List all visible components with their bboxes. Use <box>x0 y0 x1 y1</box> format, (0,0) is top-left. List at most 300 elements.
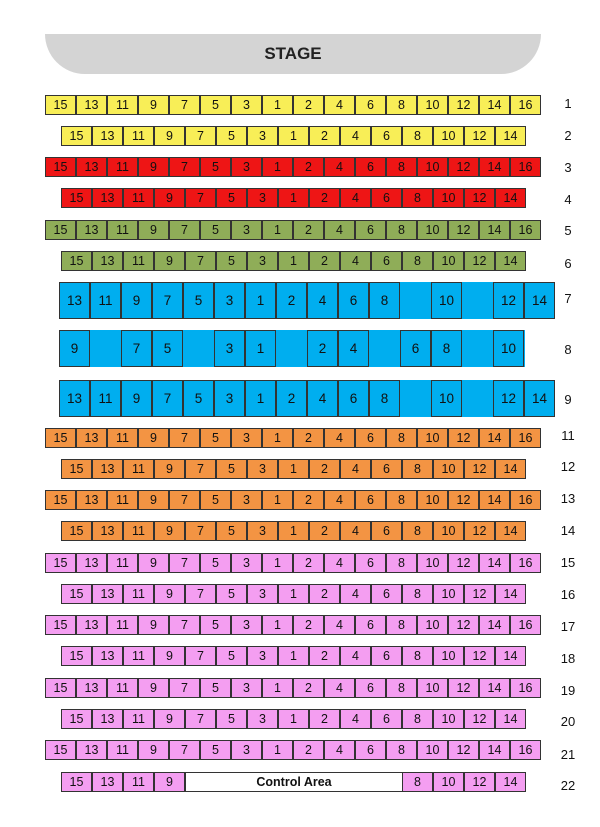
seat[interactable]: 9 <box>138 740 169 760</box>
seat[interactable]: 6 <box>355 490 386 510</box>
seat[interactable]: 8 <box>402 709 433 729</box>
seat[interactable]: 9 <box>154 251 185 271</box>
seat[interactable]: 15 <box>61 459 92 479</box>
seat[interactable]: 1 <box>262 490 293 510</box>
seat[interactable]: 8 <box>386 615 417 635</box>
seat[interactable]: 8 <box>386 95 417 115</box>
seat[interactable]: 2 <box>309 709 340 729</box>
seat[interactable]: 6 <box>371 459 402 479</box>
seat[interactable]: 12 <box>464 251 495 271</box>
seat[interactable]: 10 <box>431 380 462 417</box>
seat[interactable]: 13 <box>92 459 123 479</box>
seat[interactable]: 4 <box>340 126 371 146</box>
seat[interactable]: 8 <box>402 646 433 666</box>
seat[interactable]: 7 <box>169 490 200 510</box>
seat[interactable]: 11 <box>90 282 121 319</box>
seat[interactable]: 13 <box>76 678 107 698</box>
seat[interactable]: 4 <box>324 553 355 573</box>
seat[interactable]: 7 <box>185 459 216 479</box>
seat[interactable]: 2 <box>293 740 324 760</box>
seat[interactable]: 10 <box>417 157 448 177</box>
seat[interactable]: 12 <box>448 553 479 573</box>
seat[interactable]: 14 <box>479 490 510 510</box>
seat[interactable]: 16 <box>510 553 541 573</box>
seat[interactable]: 10 <box>433 709 464 729</box>
seat[interactable]: 8 <box>386 490 417 510</box>
seat[interactable]: 6 <box>355 615 386 635</box>
seat[interactable]: 13 <box>92 709 123 729</box>
seat[interactable]: 9 <box>121 282 152 319</box>
seat[interactable]: 2 <box>293 220 324 240</box>
seat[interactable]: 15 <box>61 646 92 666</box>
seat[interactable]: 2 <box>309 584 340 604</box>
seat[interactable]: 2 <box>276 380 307 417</box>
seat[interactable]: 11 <box>107 553 138 573</box>
seat[interactable]: 10 <box>433 521 464 541</box>
seat[interactable]: 4 <box>340 188 371 208</box>
seat[interactable]: 1 <box>278 521 309 541</box>
seat[interactable]: 15 <box>45 428 76 448</box>
seat[interactable]: 12 <box>448 428 479 448</box>
seat[interactable]: 9 <box>138 95 169 115</box>
seat[interactable]: 14 <box>479 220 510 240</box>
seat[interactable]: 13 <box>92 251 123 271</box>
seat[interactable]: 9 <box>154 126 185 146</box>
seat[interactable]: 2 <box>293 615 324 635</box>
seat[interactable]: 3 <box>247 709 278 729</box>
seat[interactable]: 8 <box>369 282 400 319</box>
seat[interactable]: 9 <box>154 584 185 604</box>
seat[interactable]: 16 <box>510 428 541 448</box>
seat[interactable]: 7 <box>152 282 183 319</box>
seat[interactable]: 12 <box>464 521 495 541</box>
seat[interactable]: 12 <box>448 95 479 115</box>
seat[interactable]: 10 <box>417 553 448 573</box>
seat[interactable]: 3 <box>231 220 262 240</box>
seat[interactable]: 14 <box>524 282 555 319</box>
seat[interactable]: 7 <box>185 521 216 541</box>
seat[interactable]: 6 <box>355 157 386 177</box>
seat[interactable]: 8 <box>402 772 433 792</box>
seat[interactable]: 3 <box>231 157 262 177</box>
seat[interactable]: 3 <box>247 188 278 208</box>
seat[interactable]: 14 <box>495 772 526 792</box>
seat[interactable]: 6 <box>400 330 431 367</box>
seat[interactable]: 1 <box>245 282 276 319</box>
seat[interactable]: 10 <box>433 188 464 208</box>
seat[interactable]: 16 <box>510 740 541 760</box>
seat[interactable]: 1 <box>278 646 309 666</box>
seat[interactable]: 1 <box>262 678 293 698</box>
seat[interactable]: 4 <box>340 646 371 666</box>
seat[interactable]: 11 <box>90 380 121 417</box>
seat[interactable]: 13 <box>92 646 123 666</box>
seat[interactable]: 6 <box>371 126 402 146</box>
seat[interactable]: 4 <box>307 282 338 319</box>
seat[interactable]: 9 <box>138 678 169 698</box>
seat[interactable]: 6 <box>355 95 386 115</box>
seat[interactable]: 5 <box>183 282 214 319</box>
seat[interactable]: 16 <box>510 95 541 115</box>
seat[interactable]: 12 <box>464 646 495 666</box>
seat[interactable]: 9 <box>138 220 169 240</box>
seat[interactable]: 6 <box>355 553 386 573</box>
seat[interactable]: 16 <box>510 615 541 635</box>
seat[interactable]: 10 <box>493 330 524 367</box>
seat[interactable]: 12 <box>448 157 479 177</box>
seat[interactable]: 6 <box>371 584 402 604</box>
seat[interactable]: 13 <box>92 772 123 792</box>
seat[interactable]: 5 <box>216 459 247 479</box>
seat[interactable]: 15 <box>61 126 92 146</box>
seat[interactable]: 8 <box>402 584 433 604</box>
seat[interactable]: 15 <box>45 615 76 635</box>
seat[interactable]: 2 <box>309 521 340 541</box>
seat[interactable]: 10 <box>417 220 448 240</box>
seat[interactable]: 9 <box>138 553 169 573</box>
seat[interactable]: 7 <box>169 95 200 115</box>
seat[interactable]: 14 <box>495 646 526 666</box>
seat[interactable]: 1 <box>262 615 293 635</box>
seat[interactable]: 12 <box>464 772 495 792</box>
seat[interactable]: 1 <box>278 251 309 271</box>
seat[interactable]: 11 <box>107 220 138 240</box>
seat[interactable]: 2 <box>309 459 340 479</box>
seat[interactable]: 4 <box>324 157 355 177</box>
seat[interactable]: 4 <box>324 678 355 698</box>
seat[interactable]: 3 <box>231 740 262 760</box>
seat[interactable]: 3 <box>231 615 262 635</box>
seat[interactable]: 5 <box>152 330 183 367</box>
seat[interactable]: 2 <box>309 126 340 146</box>
seat[interactable]: 2 <box>293 157 324 177</box>
seat[interactable]: 13 <box>92 188 123 208</box>
seat[interactable]: 13 <box>76 553 107 573</box>
seat[interactable]: 1 <box>262 428 293 448</box>
seat[interactable]: 8 <box>431 330 462 367</box>
seat[interactable]: 4 <box>340 459 371 479</box>
seat[interactable]: 7 <box>185 646 216 666</box>
seat[interactable]: 12 <box>464 459 495 479</box>
seat[interactable]: 8 <box>386 157 417 177</box>
seat[interactable]: 2 <box>276 282 307 319</box>
seat[interactable]: 14 <box>479 615 510 635</box>
seat[interactable]: 7 <box>169 678 200 698</box>
seat[interactable]: 12 <box>448 615 479 635</box>
seat[interactable]: 13 <box>76 157 107 177</box>
seat[interactable]: 2 <box>293 553 324 573</box>
seat[interactable]: 3 <box>214 380 245 417</box>
seat[interactable]: 3 <box>214 282 245 319</box>
seat[interactable]: 14 <box>479 740 510 760</box>
seat[interactable]: 11 <box>123 646 154 666</box>
seat[interactable]: 4 <box>324 740 355 760</box>
seat[interactable]: 6 <box>371 709 402 729</box>
seat[interactable]: 12 <box>464 188 495 208</box>
seat[interactable]: 6 <box>371 521 402 541</box>
seat[interactable]: 14 <box>479 157 510 177</box>
seat[interactable]: 8 <box>402 459 433 479</box>
seat[interactable]: 10 <box>433 459 464 479</box>
seat[interactable]: 12 <box>448 220 479 240</box>
seat[interactable]: 5 <box>183 380 214 417</box>
seat[interactable]: 10 <box>417 615 448 635</box>
seat[interactable]: 16 <box>510 157 541 177</box>
seat[interactable]: 14 <box>479 678 510 698</box>
seat[interactable]: 4 <box>340 251 371 271</box>
seat[interactable]: 5 <box>200 678 231 698</box>
seat[interactable]: 12 <box>448 678 479 698</box>
seat[interactable]: 6 <box>355 740 386 760</box>
seat[interactable]: 13 <box>59 380 90 417</box>
seat[interactable]: 5 <box>200 740 231 760</box>
seat[interactable]: 7 <box>169 428 200 448</box>
seat[interactable]: 15 <box>61 521 92 541</box>
seat[interactable]: 8 <box>386 740 417 760</box>
seat[interactable]: 14 <box>479 95 510 115</box>
seat[interactable]: 5 <box>200 553 231 573</box>
seat[interactable]: 7 <box>185 709 216 729</box>
seat[interactable]: 2 <box>309 188 340 208</box>
seat[interactable]: 12 <box>493 282 524 319</box>
seat[interactable]: 2 <box>309 646 340 666</box>
seat[interactable]: 10 <box>417 95 448 115</box>
seat[interactable]: 3 <box>231 678 262 698</box>
seat[interactable]: 14 <box>495 188 526 208</box>
seat[interactable]: 14 <box>495 584 526 604</box>
seat[interactable]: 6 <box>371 188 402 208</box>
seat[interactable]: 13 <box>92 126 123 146</box>
seat[interactable]: 7 <box>152 380 183 417</box>
seat[interactable]: 15 <box>61 584 92 604</box>
seat[interactable]: 1 <box>262 740 293 760</box>
seat[interactable]: 14 <box>479 553 510 573</box>
seat[interactable]: 15 <box>45 740 76 760</box>
seat[interactable]: 6 <box>355 220 386 240</box>
seat[interactable]: 3 <box>247 646 278 666</box>
seat[interactable]: 1 <box>245 380 276 417</box>
seat[interactable]: 5 <box>216 126 247 146</box>
seat[interactable]: 1 <box>278 459 309 479</box>
seat[interactable]: 10 <box>433 126 464 146</box>
seat[interactable]: 4 <box>324 615 355 635</box>
seat[interactable]: 7 <box>169 157 200 177</box>
seat[interactable]: 10 <box>417 428 448 448</box>
seat[interactable]: 3 <box>247 584 278 604</box>
seat[interactable]: 14 <box>495 126 526 146</box>
seat[interactable]: 15 <box>45 678 76 698</box>
seat[interactable]: 9 <box>138 490 169 510</box>
seat[interactable]: 7 <box>169 553 200 573</box>
seat[interactable]: 16 <box>510 220 541 240</box>
seat[interactable]: 1 <box>262 157 293 177</box>
seat[interactable]: 16 <box>510 490 541 510</box>
seat[interactable]: 10 <box>433 584 464 604</box>
seat[interactable]: 5 <box>216 584 247 604</box>
seat[interactable]: 7 <box>121 330 152 367</box>
seat[interactable]: 5 <box>200 428 231 448</box>
seat[interactable]: 4 <box>340 521 371 541</box>
seat[interactable]: 9 <box>154 646 185 666</box>
seat[interactable]: 14 <box>495 521 526 541</box>
seat[interactable]: 3 <box>214 330 245 367</box>
seat[interactable]: 15 <box>45 220 76 240</box>
seat[interactable]: 15 <box>61 188 92 208</box>
seat[interactable]: 9 <box>138 615 169 635</box>
seat[interactable]: 4 <box>324 220 355 240</box>
seat[interactable]: 14 <box>495 251 526 271</box>
seat[interactable]: 1 <box>278 709 309 729</box>
seat[interactable]: 8 <box>402 126 433 146</box>
seat[interactable]: 2 <box>307 330 338 367</box>
seat[interactable]: 15 <box>45 95 76 115</box>
seat[interactable]: 6 <box>338 282 369 319</box>
seat[interactable]: 9 <box>138 428 169 448</box>
seat[interactable]: 9 <box>154 709 185 729</box>
seat[interactable]: 5 <box>216 251 247 271</box>
seat[interactable]: 13 <box>76 428 107 448</box>
seat[interactable]: 12 <box>464 584 495 604</box>
seat[interactable]: 3 <box>247 126 278 146</box>
seat[interactable]: 1 <box>278 126 309 146</box>
seat[interactable]: 4 <box>338 330 369 367</box>
seat[interactable]: 4 <box>324 490 355 510</box>
seat[interactable]: 13 <box>59 282 90 319</box>
seat[interactable]: 11 <box>107 615 138 635</box>
seat[interactable]: 11 <box>123 709 154 729</box>
seat[interactable]: 6 <box>338 380 369 417</box>
seat[interactable]: 6 <box>355 428 386 448</box>
seat[interactable]: 11 <box>123 521 154 541</box>
seat[interactable]: 7 <box>185 584 216 604</box>
seat[interactable]: 10 <box>433 646 464 666</box>
seat[interactable]: 7 <box>185 188 216 208</box>
seat[interactable]: 3 <box>247 521 278 541</box>
seat[interactable]: 2 <box>293 428 324 448</box>
seat[interactable]: 9 <box>154 521 185 541</box>
seat[interactable]: 1 <box>278 584 309 604</box>
seat[interactable]: 4 <box>340 709 371 729</box>
seat[interactable]: 3 <box>231 553 262 573</box>
seat[interactable]: 8 <box>386 553 417 573</box>
seat[interactable]: 7 <box>169 220 200 240</box>
seat[interactable]: 5 <box>200 615 231 635</box>
seat[interactable]: 15 <box>45 157 76 177</box>
seat[interactable]: 11 <box>107 678 138 698</box>
seat[interactable]: 7 <box>185 251 216 271</box>
seat[interactable]: 14 <box>479 428 510 448</box>
seat[interactable]: 6 <box>355 678 386 698</box>
seat[interactable]: 15 <box>61 709 92 729</box>
seat[interactable]: 13 <box>76 740 107 760</box>
seat[interactable]: 10 <box>417 490 448 510</box>
seat[interactable]: 8 <box>402 521 433 541</box>
seat[interactable]: 1 <box>262 95 293 115</box>
seat[interactable]: 2 <box>309 251 340 271</box>
seat[interactable]: 5 <box>200 95 231 115</box>
seat[interactable]: 3 <box>231 95 262 115</box>
seat[interactable]: 7 <box>185 126 216 146</box>
seat[interactable]: 4 <box>307 380 338 417</box>
seat[interactable]: 15 <box>45 553 76 573</box>
seat[interactable]: 5 <box>200 157 231 177</box>
seat[interactable]: 5 <box>216 521 247 541</box>
seat[interactable]: 5 <box>216 188 247 208</box>
seat[interactable]: 14 <box>495 709 526 729</box>
seat[interactable]: 11 <box>123 584 154 604</box>
seat[interactable]: 8 <box>386 220 417 240</box>
seat[interactable]: 4 <box>340 584 371 604</box>
seat[interactable]: 6 <box>371 251 402 271</box>
seat[interactable]: 4 <box>324 95 355 115</box>
seat[interactable]: 6 <box>371 646 402 666</box>
seat[interactable]: 10 <box>417 740 448 760</box>
seat[interactable]: 13 <box>76 615 107 635</box>
seat[interactable]: 5 <box>200 220 231 240</box>
seat[interactable]: 15 <box>61 251 92 271</box>
seat[interactable]: 8 <box>402 188 433 208</box>
seat[interactable]: 2 <box>293 95 324 115</box>
seat[interactable]: 13 <box>76 220 107 240</box>
seat[interactable]: 10 <box>417 678 448 698</box>
seat[interactable]: 1 <box>245 330 276 367</box>
seat[interactable]: 13 <box>76 95 107 115</box>
seat[interactable]: 11 <box>107 428 138 448</box>
seat[interactable]: 15 <box>45 490 76 510</box>
seat[interactable]: 9 <box>138 157 169 177</box>
seat[interactable]: 1 <box>262 220 293 240</box>
seat[interactable]: 11 <box>107 157 138 177</box>
seat[interactable]: 5 <box>216 709 247 729</box>
seat[interactable]: 14 <box>495 459 526 479</box>
seat[interactable]: 1 <box>278 188 309 208</box>
seat[interactable]: 8 <box>386 428 417 448</box>
seat[interactable]: 13 <box>92 521 123 541</box>
seat[interactable]: 11 <box>123 126 154 146</box>
seat[interactable]: 14 <box>524 380 555 417</box>
seat[interactable]: 10 <box>433 251 464 271</box>
seat[interactable]: 7 <box>169 615 200 635</box>
seat[interactable]: 3 <box>231 428 262 448</box>
seat[interactable]: 13 <box>92 584 123 604</box>
seat[interactable]: 15 <box>61 772 92 792</box>
seat[interactable]: 12 <box>493 380 524 417</box>
seat[interactable]: 12 <box>448 490 479 510</box>
seat[interactable]: 8 <box>369 380 400 417</box>
seat[interactable]: 12 <box>464 126 495 146</box>
seat[interactable]: 10 <box>431 282 462 319</box>
seat[interactable]: 9 <box>154 188 185 208</box>
seat[interactable]: 11 <box>123 188 154 208</box>
seat[interactable]: 2 <box>293 678 324 698</box>
seat[interactable]: 11 <box>107 740 138 760</box>
seat[interactable]: 9 <box>154 772 185 792</box>
seat[interactable]: 3 <box>247 459 278 479</box>
seat[interactable]: 8 <box>402 251 433 271</box>
seat[interactable]: 5 <box>216 646 247 666</box>
seat[interactable]: 10 <box>433 772 464 792</box>
seat[interactable]: 9 <box>154 459 185 479</box>
seat[interactable]: 11 <box>107 490 138 510</box>
seat[interactable]: 9 <box>59 330 90 367</box>
seat[interactable]: 8 <box>386 678 417 698</box>
seat[interactable]: 12 <box>448 740 479 760</box>
seat[interactable]: 4 <box>324 428 355 448</box>
seat[interactable]: 1 <box>262 553 293 573</box>
seat[interactable]: 7 <box>169 740 200 760</box>
seat[interactable]: 11 <box>107 95 138 115</box>
seat[interactable]: 2 <box>293 490 324 510</box>
